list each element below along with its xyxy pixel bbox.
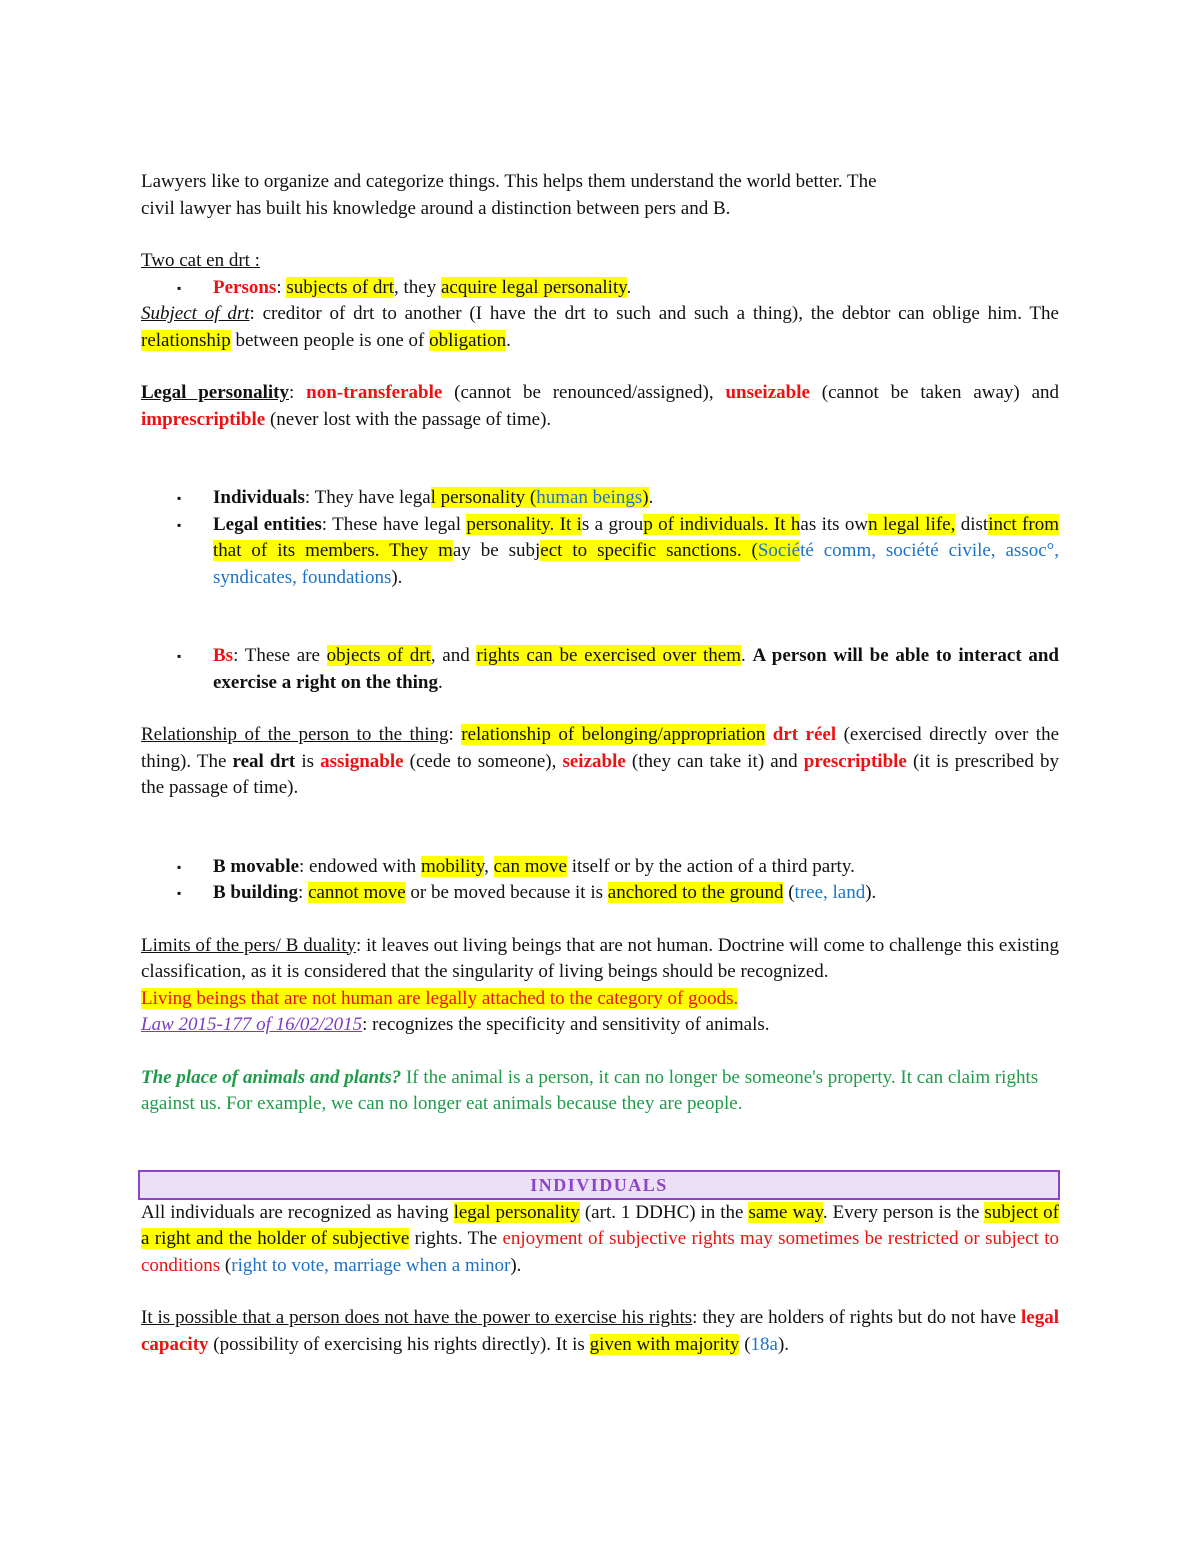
intro-line-2: civil lawyer has built his knowledge around a distinction between pers and B. [141, 197, 731, 219]
persons-types-list [141, 485, 1059, 591]
section-title-individuals: INDIVIDUALS [138, 1170, 1060, 1200]
legal-personality-paragraph: Legal personality: non-transferable (cannot be renounced/assigned), unseizable (cannot be taken away) and imprescriptible (never lost with the passage of time). [141, 382, 1060, 430]
things-list [141, 643, 1059, 696]
law-reference-line: Law 2015-177 of 16/02/2015: recognizes the specificity and sensitivity of animals. [141, 1014, 770, 1035]
list-item-b-building: ▪ B building: cannot move or be moved because it is anchored to the ground (tree, land). [141, 880, 1059, 907]
intro-line-1: Lawyers like to organize and categorize things. This helps them understand the world better. The [141, 171, 877, 192]
living-beings-line: Living beings that are not human are legally attached to the category of goods. [141, 987, 739, 1009]
all-individuals-paragraph: All individuals are recognized as having legal personality (art. 1 DDHC) in the same way. Every person is the subject of a right and the holder of subjective rights. The enjoyment of subjective rights may sometimes be restricted or subject to conditions (right to vote, marriage when a minor). [141, 1201, 1059, 1276]
list-item-legal-entities: ▪ Legal entities: These have legal personality. It is a group of individuals. It has its own legal life, distinct from that of its members. They may be subject to specific sanctions. (Société comm, société civile, assoc°, syndicates, foundations). [141, 512, 1059, 592]
limits-paragraph: Limits of the pers/ B duality: it leaves out living beings that are not human. Doctrine will come to challenge this existing classification, as it is considered that the singularity of living beings should be recognized. [141, 934, 1059, 982]
persons-list [141, 275, 1059, 302]
list-item-individuals: ▪ Individuals: They have legal personality (human beings). [141, 485, 1059, 512]
two-categories-heading: Two cat en drt : [141, 250, 260, 271]
law-link[interactable]: Law 2015-177 of 16/02/2015 [141, 1014, 363, 1035]
things-types-list [141, 854, 1059, 907]
list-item-b-movable: ▪ B movable: endowed with mobility, can move itself or by the action of a third party. [141, 854, 1059, 881]
subject-of-drt-paragraph: Subject of drt: creditor of drt to another (I have the drt to such and such a thing), the debtor can oblige him. The relationship between people is one of obligation. [141, 303, 1059, 351]
list-item-bs: ▪ Bs: These are objects of drt, and rights can be exercised over them. A person will be able to interact and exercise a right on the thing. [141, 643, 1059, 696]
list-item-persons: ▪ Persons: subjects of drt, they acquire legal personality. [141, 275, 1059, 302]
place-of-animals-paragraph: The place of animals and plants? If the animal is a person, it can no longer be someone's property. It can claim rights against us. For example, we can no longer eat animals because they are people. [141, 1066, 1039, 1114]
relationship-paragraph: Relationship of the person to the thing: relationship of belonging/appropriation drt réel (exercised directly over the thing). The real drt is assignable (cede to someone), seizable (they can take it) and prescriptible (it is prescribed by the passage of time). [141, 724, 1059, 798]
legal-capacity-paragraph: It is possible that a person does not have the power to exercise his rights: they are holders of rights but do not have legal capacity (possibility of exercising his rights directly). It is given with majority (18a). [141, 1307, 1060, 1355]
document-page [141, 169, 1059, 1358]
